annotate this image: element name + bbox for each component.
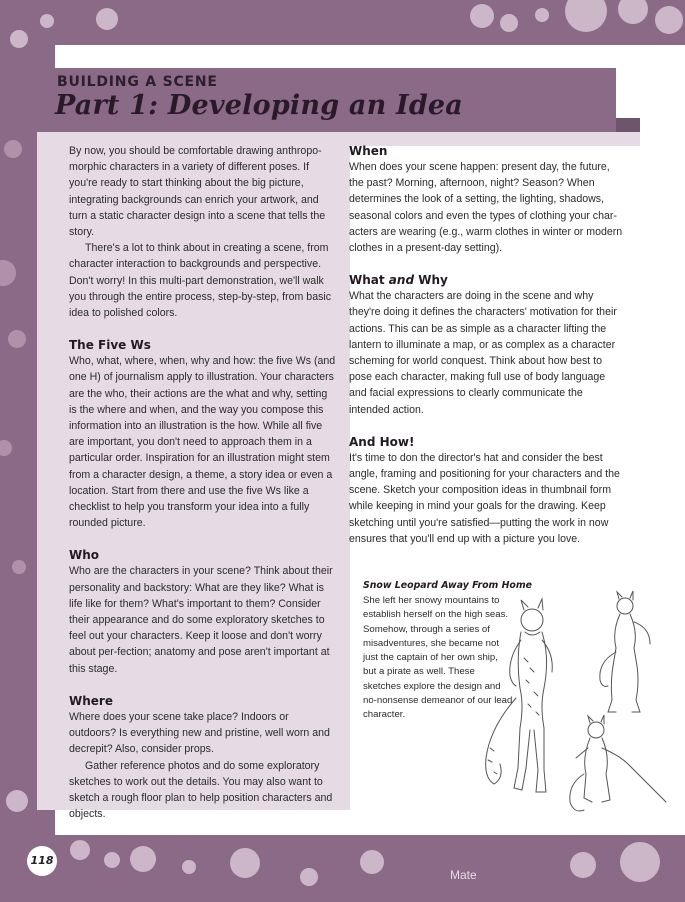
what-why-body: What the characters are doing in the scene and why they're doing it defines the characters' motivation for their actions. This can be as simple as a character lifting the lantern to illuminate a map, or as complex as a character scheming for world conquest. Think about how best to pose each character, making full use of body language and facial expressions to clearly communicate the intended action. — [349, 290, 617, 416]
sketch-figure-sword — [570, 715, 666, 811]
sketch-figure-standing — [600, 591, 650, 712]
snow-leopard-sketch-image — [480, 588, 675, 833]
left-column — [69, 143, 337, 822]
watermark-text: Mate — [450, 868, 477, 882]
decor-spot — [104, 852, 120, 868]
decor-spot — [618, 0, 648, 24]
decor-spot — [10, 30, 28, 48]
decor-spot — [96, 8, 118, 30]
decor-spot — [0, 440, 12, 456]
when-body: When does your scene happen: present day, the future, the past? Morning, afternoon, night? Season? When determines the look of a setting, the lighting, shadows, seasonal colors and even the types of clothing your char-acters are wearing (e.g., warm clothes in winter or modern clothes in a present-day setting). — [349, 161, 623, 255]
figure-caption-text: She left her snowy mountains to establish herself on the high seas. Somehow, through a series of misadventures, she became not just the captain of her own ship, but a pirate as well. These sketches explore the design and no-nonsense demeanor of our lead character. — [363, 595, 513, 721]
decor-spot — [570, 852, 596, 878]
when-heading: When — [349, 144, 388, 158]
where-body: Gather reference photos and do some exploratory sketches to work out the details. You may also want to sketch a rough floor plan to help position characters and objects. — [69, 759, 333, 821]
decor-spot — [130, 846, 156, 872]
decor-spot — [620, 842, 660, 882]
decor-spot — [565, 0, 607, 32]
decor-spot — [360, 850, 384, 874]
decor-spot — [230, 848, 260, 878]
decor-spot — [470, 4, 494, 28]
intro-paragraph: There's a lot to think about in creating a scene, from character interaction to backgrounds and perspective. Don't worry! In this multi-part demonstration, we'll walk you through the entire process, step-by-step, from basic idea to polished colors. — [69, 242, 332, 320]
five-ws-body: Who, what, where, when, why and how: the five Ws (and one H) of journalism apply to illustration. Your characters are the who, their actions are the what and why, setting is the where and when, and the way you compose this information into an illustration is the how. While all five are important, you don't need to approach them in a particular order. Inspiration for an illustration might stem from a character design, a theme, a story idea or even a location. Start from there and use the five Ws like a checklist to help you transform your idea into a fully rounded picture. — [69, 355, 336, 530]
decor-spot — [4, 140, 22, 158]
decor-spot — [182, 860, 196, 874]
five-ws-heading: The Five Ws — [69, 338, 151, 353]
why-heading-word: Why — [418, 273, 448, 288]
what-why-heading — [349, 272, 625, 288]
decor-spot — [500, 14, 518, 32]
and-heading-word: and — [384, 273, 419, 288]
sketch-figure-large — [486, 599, 553, 792]
page-title: Part 1: Developing an Idea — [55, 90, 463, 121]
page-number: 118 — [27, 846, 57, 876]
section-kicker: BUILDING A SCENE — [57, 74, 218, 90]
where-body: Where does your scene take place? Indoors or outdoors? Is everything new and pristine, well worn and decrepit? Also, consider props. — [69, 710, 330, 756]
decor-spot — [6, 790, 28, 812]
where-heading: Where — [69, 693, 113, 708]
how-body: It's time to don the director's hat and consider the best angle, framing and positioning for your characters and the scene. Sketch your composition ideas in thumbnail form while keeping in mind your goals for the drawing. Keep sketching until you're satisfied—putting the work in now ensures that you'll end up with a picture you love. — [349, 451, 620, 545]
decor-spot — [40, 14, 54, 28]
decor-spot — [655, 6, 683, 34]
intro-paragraph: By now, you should be comfortable drawing anthropo-morphic characters in a variety of different poses. If you're ready to start thinking about the big picture, integrating backgrounds can enrich your artwork, and turn a static character design into a scene that tells the story. — [69, 145, 326, 239]
decor-spot — [535, 8, 549, 22]
decor-spot — [12, 560, 26, 574]
decor-spot — [0, 260, 16, 286]
right-column — [349, 143, 625, 547]
who-heading: Who — [69, 548, 100, 563]
how-heading: And How! — [349, 434, 415, 449]
decor-spot — [70, 840, 90, 860]
who-body: Who are the characters in your scene? Think about their personality and backstory: What are they like? What is life like for them? What's important to them? Consider their appearance and do some exploratory sketches to feel out your characters. Keep it loose and don't worry about per-fection; anatomy and pose aren't important at this stage. — [69, 565, 333, 675]
what-heading-word: What — [349, 273, 385, 288]
figure-caption-title: Snow Leopard Away From Home — [363, 580, 532, 591]
decor-spot — [8, 330, 26, 348]
decor-spot — [300, 868, 318, 886]
